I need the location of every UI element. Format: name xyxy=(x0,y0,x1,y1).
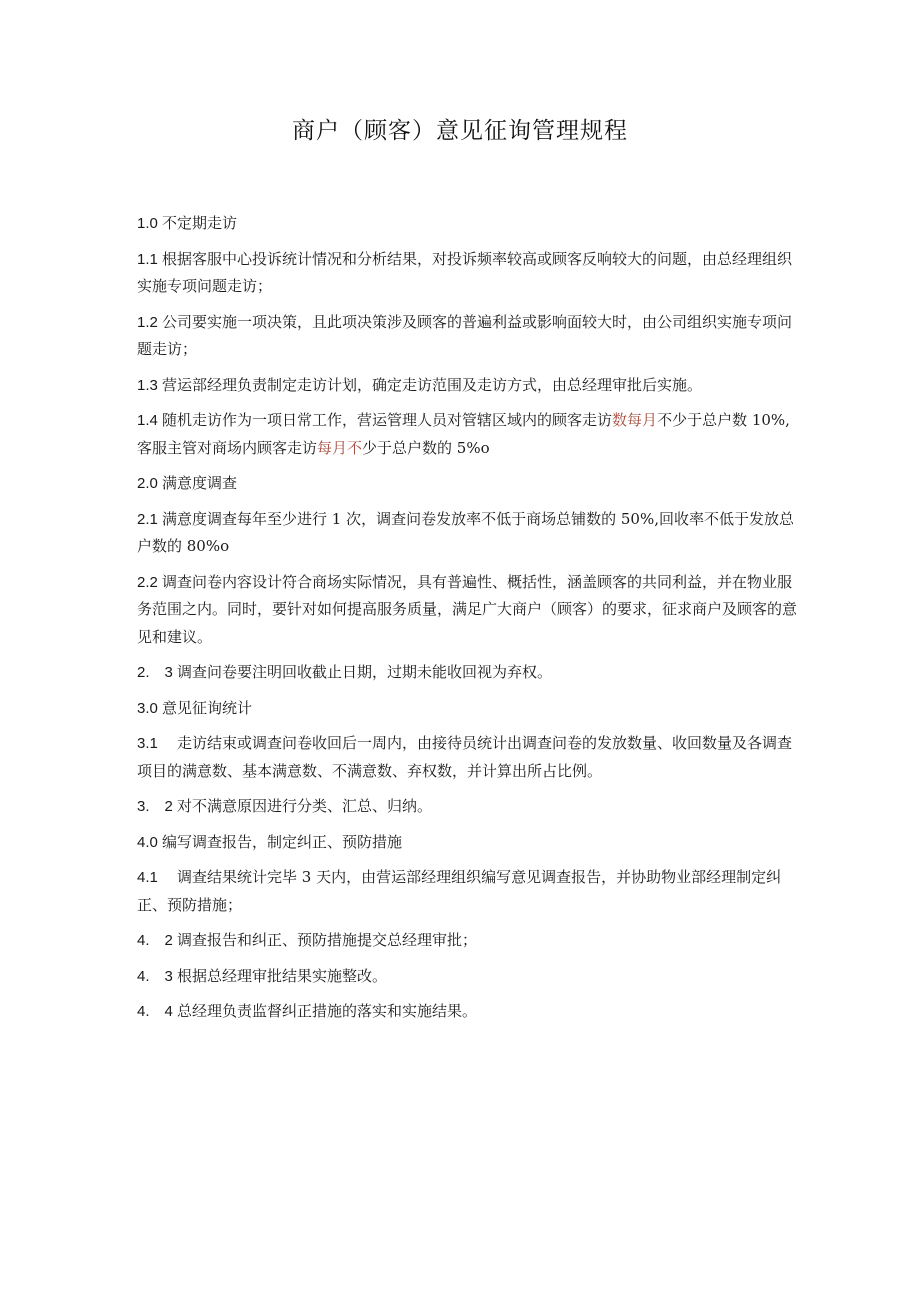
para-number: 2.2 xyxy=(137,573,163,591)
highlighted-text: 数每月 xyxy=(612,411,658,429)
section-heading-4 xyxy=(137,829,797,857)
para-number: 4. 2 xyxy=(137,932,178,949)
para-text: 少于总户数的 5%o xyxy=(362,438,490,457)
para-text: 对不满意原因进行分类、汇总、归纳。 xyxy=(177,797,433,815)
para-text: 根据客服中心投诉统计情况和分析结果，对投诉频率较高或顾客反响较大的问题，由总经理组织实施专项问题走访； xyxy=(137,249,793,295)
clause-1-2 xyxy=(137,309,797,364)
clause-3-2 xyxy=(137,793,797,821)
para-number: 2.0 xyxy=(137,475,163,492)
para-number: 3. 2 xyxy=(137,798,178,815)
para-number: 1.4 xyxy=(137,412,163,429)
para-number: 4. 4 xyxy=(137,1003,178,1020)
clause-4-2 xyxy=(137,927,797,955)
para-text: 公司要实施一项决策，且此项决策涉及顾客的普遍利益或影响面较大时，由公司组织实施专项问题走访； xyxy=(137,312,793,358)
para-text: 随机走访作为一项日常工作，营运管理人员对管辖区域内的顾客走访 xyxy=(162,411,613,429)
clause-4-3 xyxy=(137,963,797,991)
para-text: 满意度调查 xyxy=(162,474,238,492)
section-heading-2 xyxy=(137,470,797,498)
para-text: 不定期走访 xyxy=(162,214,238,232)
para-number: 4. 3 xyxy=(137,967,178,985)
section-heading-3 xyxy=(137,695,797,723)
document-body xyxy=(137,210,797,1034)
para-number: 3.0 xyxy=(137,699,163,717)
clause-4-4 xyxy=(137,998,797,1026)
highlighted-text: 每月不 xyxy=(317,438,363,457)
para-number: 2.1 xyxy=(137,510,163,528)
clause-1-3 xyxy=(137,372,797,400)
para-text: 调查问卷要注明回收截止日期，过期未能收回视为弃权。 xyxy=(177,663,553,681)
para-text: 调查结果统计完毕 3 天内，由营运部经理组织编写意见调查报告，并协助物业部经理制定纠正、预防措施； xyxy=(137,868,782,914)
clause-1-1 xyxy=(137,246,797,301)
para-text: 不少于总户数 10%,客服主管对商场内顾客走访 xyxy=(137,411,790,457)
para-text: 走访结束或调查问卷收回后一周内，由接待员统计出调查问卷的发放数量、收回数量及各调查项目的满意数、基本满意数、不满意数、弃权数，并计算出所占比例。 xyxy=(137,734,793,780)
para-text: 满意度调查每年至少进行 1 次，调查问卷发放率不低于商场总铺数的 50%,回收率不低于发放总户数的 80%o xyxy=(137,509,794,555)
para-text: 总经理负责监督纠正措施的落实和实施结果。 xyxy=(177,1002,478,1020)
para-text: 根据总经理审批结果实施整改。 xyxy=(177,966,388,985)
clause-2-2 xyxy=(137,569,797,652)
clause-2-1 xyxy=(137,506,797,561)
clause-4-1 xyxy=(137,864,797,919)
para-text: 营运部经理负责制定走访计划，确定走访范围及走访方式，由总经理审批后实施。 xyxy=(162,375,703,394)
para-text: 编写调查报告，制定纠正、预防措施 xyxy=(162,832,403,851)
para-text: 意见征询统计 xyxy=(162,698,253,717)
section-heading-1 xyxy=(137,210,797,238)
para-text: 调查报告和纠正、预防措施提交总经理审批； xyxy=(177,931,478,949)
para-number: 1.1 xyxy=(137,250,163,268)
clause-2-3 xyxy=(137,659,797,687)
clause-1-4 xyxy=(137,407,797,462)
para-number: 1.2 xyxy=(137,313,163,331)
para-number: 4.0 xyxy=(137,833,163,851)
para-number: 1.0 xyxy=(137,215,163,232)
para-number: 1.3 xyxy=(137,376,163,394)
para-number: 4.1 xyxy=(137,869,178,886)
para-number: 3.1 xyxy=(137,735,178,752)
clause-3-1 xyxy=(137,730,797,785)
para-text: 调查问卷内容设计符合商场实际情况，具有普遍性、概括性，涵盖顾客的共同利益，并在物业服务范围之内。同时，要针对如何提高服务质量，满足广大商户（顾客）的要求，征求商户及顾客的意见和建议。 xyxy=(137,572,798,646)
para-number: 2. 3 xyxy=(137,664,178,681)
document-title: 商户（顾客）意见征询管理规程 xyxy=(292,118,628,144)
